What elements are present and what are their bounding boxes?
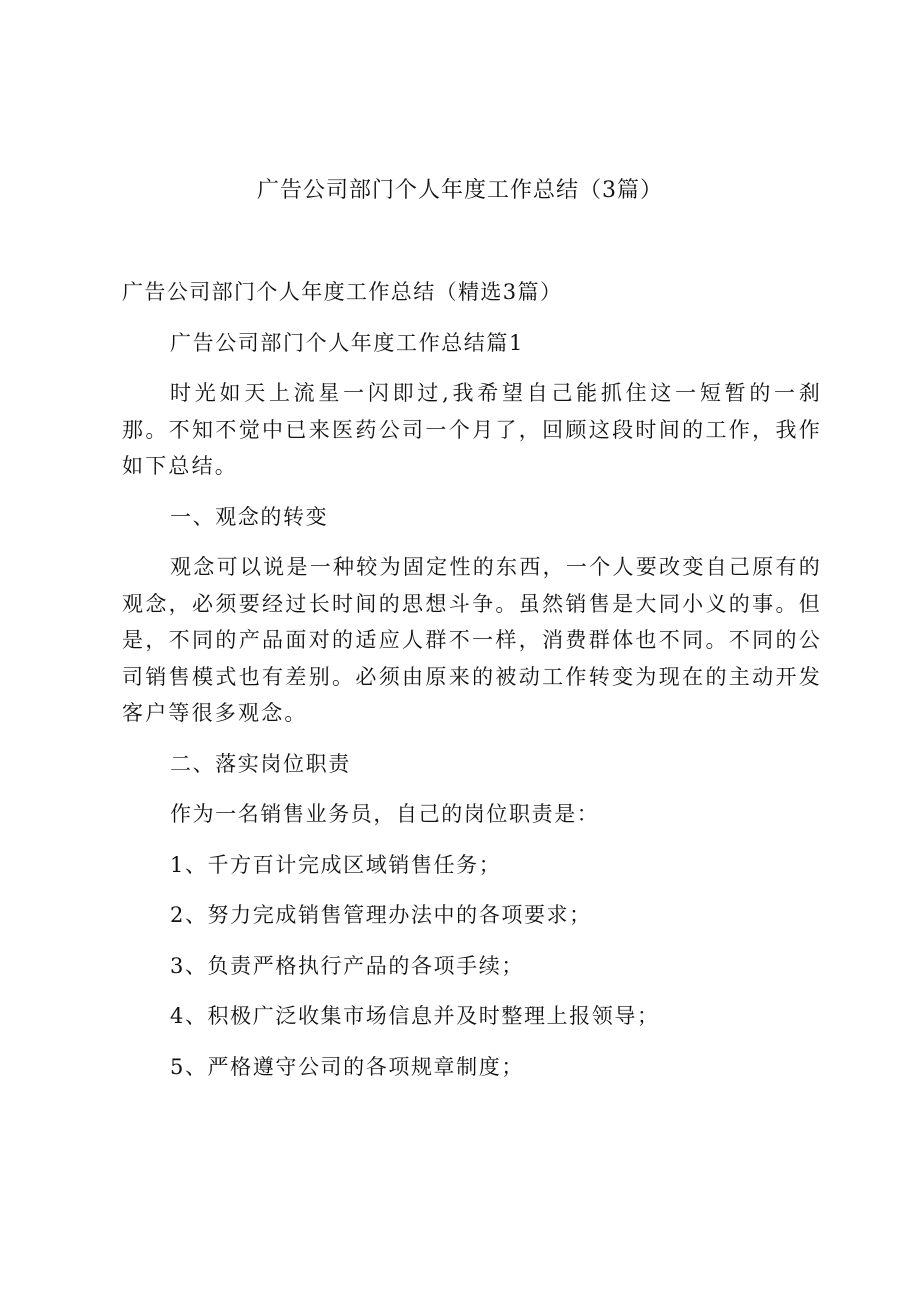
list-item-4: 4、积极广泛收集市场信息并及时整理上报领导； <box>170 1004 660 1028</box>
document-subtitle: 广告公司部门个人年度工作总结（精选3篇） <box>122 280 563 304</box>
heading-concept-change: 一、观念的转变 <box>170 504 329 529</box>
list-item-1: 1、千方百计完成区域销售任务； <box>170 852 502 877</box>
paragraph-intro: 时光如天上流星一闪即过,我希望自己能抓住这一短暂的一刹那。不知不觉中已来医药公司一个月了，回顾这段时间的工作，我作如下总结。 <box>122 381 822 478</box>
heading-job-duties: 二、落实岗位职责 <box>170 751 351 776</box>
document-title: 广告公司部门个人年度工作总结（3篇） <box>257 178 663 203</box>
list-item-2: 2、努力完成销售管理办法中的各项要求； <box>170 903 592 927</box>
list-item-5: 5、严格遵守公司的各项规章制度； <box>170 1054 524 1079</box>
document-body <box>122 274 822 1099</box>
paragraph-concept-change: 观念可以说是一种较为固定性的东西，一个人要改变自己原有的观念，必须要经过长时间的思想斗争。虽然销售是大同小义的事。但是，不同的产品面对的适应人群不一样，消费群体也不同。不同的公司销售模式也有差别。必须由原来的被动工作转变为现在的主动开发客户等很多观念。 <box>122 555 822 725</box>
list-item-3: 3、负责严格执行产品的各项手续； <box>170 953 524 978</box>
paragraph-job-duties: 作为一名销售业务员，自己的岗位职责是： <box>170 802 600 826</box>
section-heading: 广告公司部门个人年度工作总结篇1 <box>170 330 524 355</box>
